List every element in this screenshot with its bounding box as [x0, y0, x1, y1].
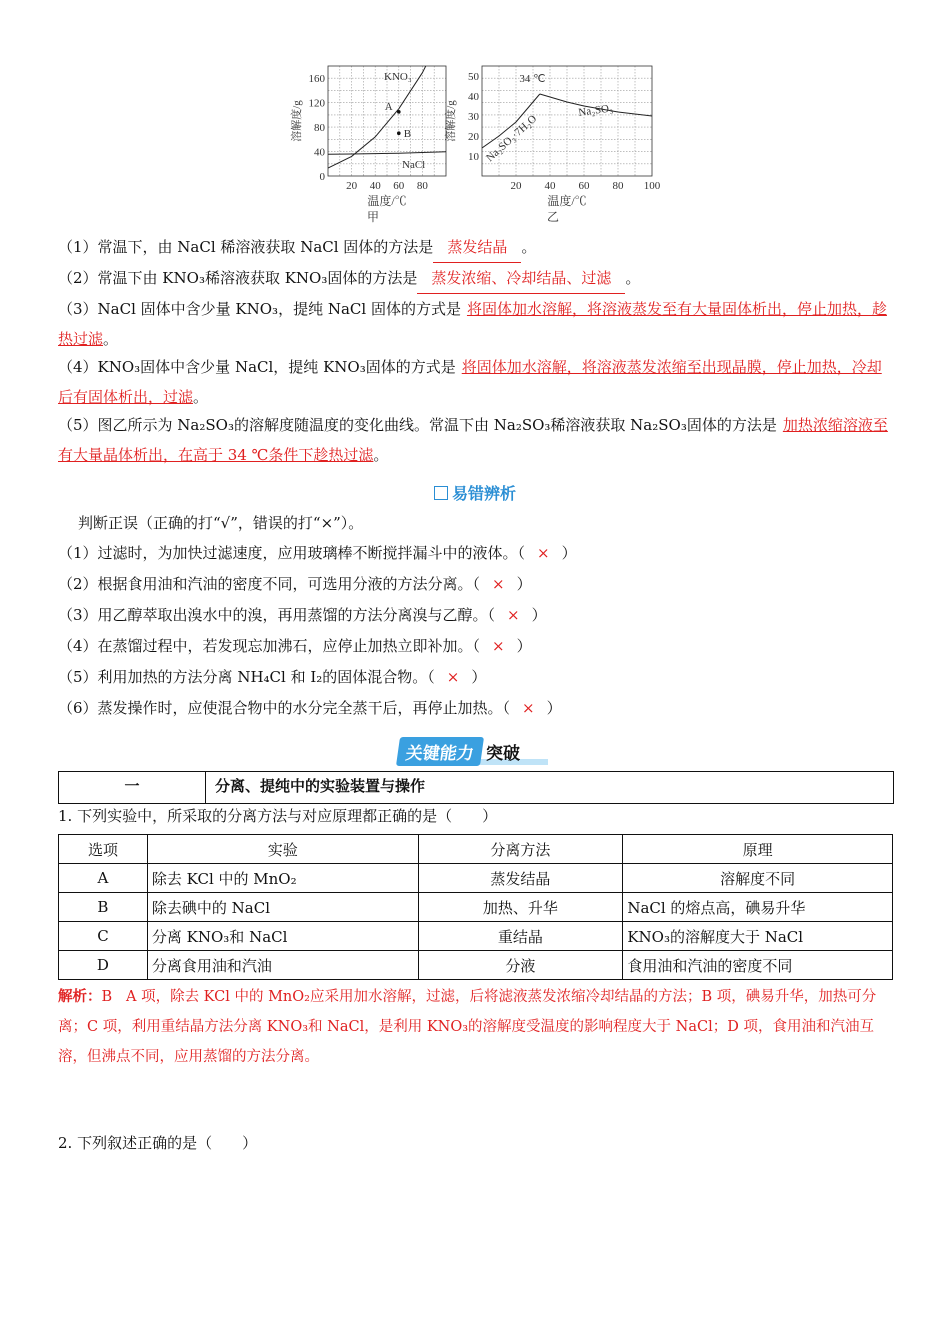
question-4: （4）KNO₃固体中含少量 NaCl，提纯 KNO₃固体的方式是 将固体加水溶解，将溶液蒸发浓缩至出现晶膜，停止加热，冷却后有固体析出，过滤。 — [58, 358, 882, 406]
series-label: Na₂SO₃ — [577, 102, 614, 119]
point-B — [397, 131, 401, 135]
annotation: 34 ℃ — [519, 73, 546, 85]
x-tick-label: 60 — [393, 180, 405, 192]
x-tick-label: 80 — [416, 180, 428, 192]
table-header-row: 选项 实验 分离方法 原理 — [59, 835, 893, 864]
y-tick-label: 80 — [314, 122, 325, 135]
x-tick-label: 40 — [544, 180, 556, 192]
series-line-NaCl — [328, 152, 446, 155]
y-tick-label: 40 — [468, 91, 479, 103]
x-tick-label: 80 — [612, 180, 624, 192]
solubility-charts — [280, 58, 680, 230]
y-tick-label: 120 — [308, 97, 325, 110]
y-tick-label: 30 — [468, 111, 479, 123]
judge-intro: 判断正误（正确的打“√”，错误的打“×”）。 — [78, 514, 364, 532]
table-row: C 分离 KNO₃和 NaCl 重结晶 KNO₃的溶解度大于 NaCl — [59, 922, 893, 951]
x-tick-label: 40 — [369, 180, 381, 192]
q1-stem: 1. 下列实验中，所采取的分离方法与对应原理都正确的是（ ） — [58, 807, 498, 825]
y-tick-label: 50 — [468, 71, 479, 83]
series-label: KNO₃ — [384, 71, 412, 83]
y-axis-label: 溶解度/g — [445, 100, 457, 142]
q1-analysis: 解析：B A 项，除去 KCl 中的 MnO₂应采用加水溶解，过滤，后将滤液蒸发浓缩冷却结晶的方法；B 项，碘易升华，加热可分离；C 项，利用重结晶方法分离 KNO₃和 NaCl，是利用 KNO₃的溶解度受温度的影响程度大于 NaCl；D 项，食用油和汽油互溶，但沸点不同，应用蒸馏的方法分离。 — [58, 988, 877, 1065]
judge-item: （5）利用加热的方法分离 NH₄Cl 和 I₂的固体混合物。（ × ） — [58, 668, 487, 686]
x-tick-label: 20 — [346, 180, 358, 192]
chart-caption: 甲 — [366, 210, 380, 224]
question-1: （1）常温下，由 NaCl 稀溶液获取 NaCl 固体的方法是 蒸发结晶 。 — [58, 232, 888, 263]
section-easy-header: 易错辨析 — [0, 481, 950, 504]
y-axis-label: 溶解度/g — [291, 100, 303, 142]
point-A — [397, 110, 401, 114]
table-row: A 除去 KCl 中的 MnO₂ 蒸发结晶 溶解度不同 — [59, 864, 893, 893]
y-tick-label: 40 — [314, 146, 325, 159]
checkbox-icon — [434, 486, 448, 500]
chart-caption: 乙 — [546, 210, 560, 224]
x-tick-label: 60 — [578, 180, 590, 192]
series-label: NaCl — [402, 159, 426, 171]
x-tick-label: 20 — [510, 180, 522, 192]
x-axis-label: 温度/℃ — [547, 194, 587, 208]
y-tick-label: 20 — [468, 131, 479, 143]
x-axis-label: 温度/℃ — [367, 194, 407, 208]
point-label: A — [384, 100, 393, 113]
topic-heading: 一 分离、提纯中的实验装置与操作 — [58, 771, 894, 804]
judge-item: （6）蒸发操作时，应使混合物中的水分完全蒸干后，再停止加热。（ × ） — [58, 699, 562, 717]
section-key-header: 关键能力 突破 — [398, 737, 520, 765]
y-tick-label: 10 — [468, 151, 479, 163]
table-row: B 除去碘中的 NaCl 加热、升华 NaCl 的熔点高，碘易升华 — [59, 893, 893, 922]
chart-jia — [280, 58, 450, 230]
x-tick-label: 100 — [643, 180, 661, 192]
table-row: D 分离食用油和汽油 分液 食用油和汽油的密度不同 — [59, 951, 893, 980]
judge-item: （3）用乙醇萃取出溴水中的溴，再用蒸馏的方法分离溴与乙醇。（ × ） — [58, 606, 547, 624]
judge-item: （1）过滤时，为加快过滤速度，应用玻璃棒不断搅拌漏斗中的液体。（ × ） — [58, 544, 577, 562]
q1-table — [58, 834, 893, 980]
series-label: Na₂SO₃·7H₂O — [483, 112, 540, 165]
chart-yi — [445, 58, 670, 230]
question-3: （3）NaCl 固体中含少量 KNO₃，提纯 NaCl 固体的方式是 将固体加水溶解，将溶液蒸发至有大量固体析出，停止加热，趁热过滤。 — [58, 300, 887, 348]
judge-item: （4）在蒸馏过程中，若发现忘加沸石，应停止加热立即补加。（ × ） — [58, 637, 532, 655]
question-2: （2）常温下由 KNO₃稀溶液获取 KNO₃固体的方法是 蒸发浓缩、冷却结晶、过滤 。 — [58, 263, 888, 294]
judge-item: （2）根据食用油和汽油的密度不同，可选用分液的方法分离。（ × ） — [58, 575, 532, 593]
question-5: （5）图乙所示为 Na₂SO₃的溶解度随温度的变化曲线。常温下由 Na₂SO₃稀溶液获取 Na₂SO₃固体的方法是 加热浓缩溶液至有大量晶体析出，在高于 34 ℃条件下趁热过滤。 — [58, 416, 888, 464]
point-label: B — [403, 128, 412, 141]
y-tick-label: 160 — [308, 73, 325, 86]
q2-stem: 2. 下列叙述正确的是（ ） — [58, 1134, 258, 1152]
y-tick-label: 0 — [319, 171, 325, 183]
